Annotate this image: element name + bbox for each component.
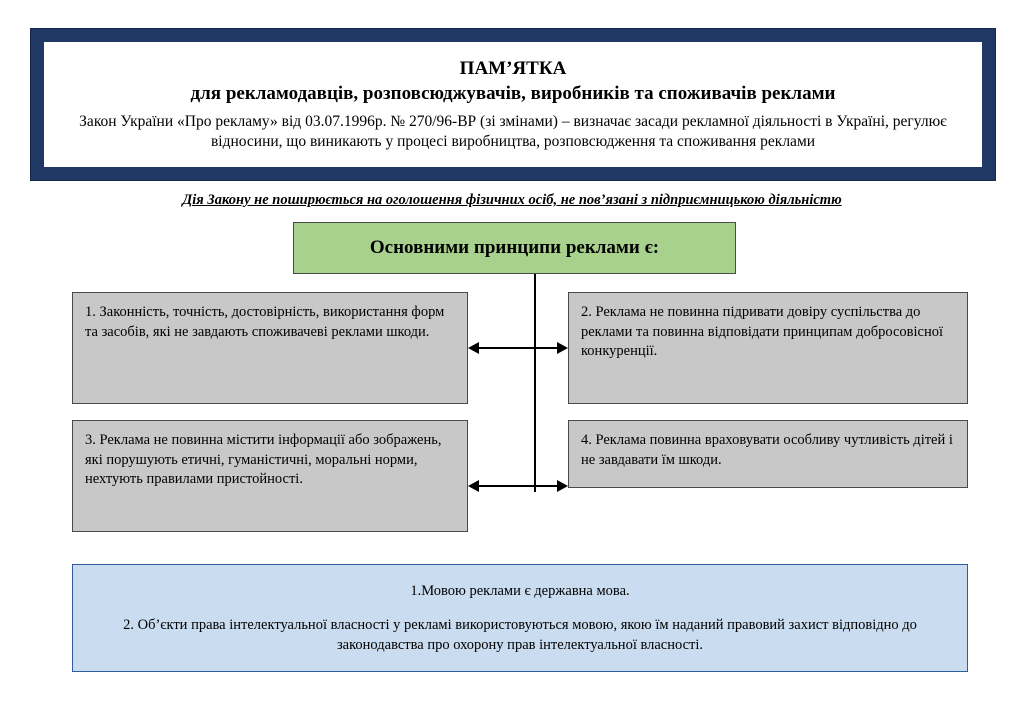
principle-box-4: 4. Реклама повинна враховувати особливу чутливість дітей і не завдавати їм шкоди. bbox=[568, 420, 968, 488]
arrow-head-right-icon bbox=[557, 342, 568, 354]
principle-box-1: 1. Законність, точність, достовірність, використання форм та засобів, які не завдають споживачеві реклами шкоди. bbox=[72, 292, 468, 404]
connector-bar bbox=[478, 347, 558, 349]
principles-title-box bbox=[293, 222, 736, 274]
language-rule-1: 1.Мовою реклами є державна мова. bbox=[410, 582, 630, 599]
connector-arrow-row-top bbox=[468, 342, 568, 354]
connector-vertical-stem bbox=[534, 274, 536, 492]
connector-arrow-row-bottom bbox=[468, 480, 568, 492]
principles-title-label: Основними принципи реклами є: bbox=[369, 237, 660, 258]
page-subtitle: для рекламодавців, розповсюджувачів, виробників та споживачів реклами bbox=[190, 83, 836, 105]
page-title: ПАМ’ЯТКА bbox=[459, 57, 567, 79]
connector-bar bbox=[478, 485, 558, 487]
header-banner bbox=[30, 28, 996, 181]
language-requirements-box bbox=[72, 564, 968, 672]
law-description: Закон України «Про рекламу» від 03.07.1996р. № 270/96-ВР (зі змінами) – визначає засади рекламної діяльності в Україні, регулює відносини, що виникають у процесі виробництва, розповсюдження та споживання реклами bbox=[79, 113, 947, 151]
principle-box-2: 2. Реклама не повинна підривати довіру суспільства до реклами та повинна відповідати принципам добросовісної конкуренції. bbox=[568, 292, 968, 404]
arrow-head-right-icon bbox=[557, 480, 568, 492]
header-inner-panel bbox=[43, 41, 983, 168]
scope-note: Дія Закону не поширюється на оголошення фізичних осіб, не пов’язані з підприємницькою діяльністю bbox=[182, 192, 842, 208]
principle-box-3: 3. Реклама не повинна містити інформації або зображень, які порушують етичні, гуманістичні, моральні норми, нехтують правилами пристойності. bbox=[72, 420, 468, 532]
language-rule-2: 2. Об’єкти права інтелектуальної власності у рекламі використовуються мовою, якою їм наданий правовий захист відповідно до законодавства про охорону прав інтелектуальної власності. bbox=[123, 616, 917, 654]
